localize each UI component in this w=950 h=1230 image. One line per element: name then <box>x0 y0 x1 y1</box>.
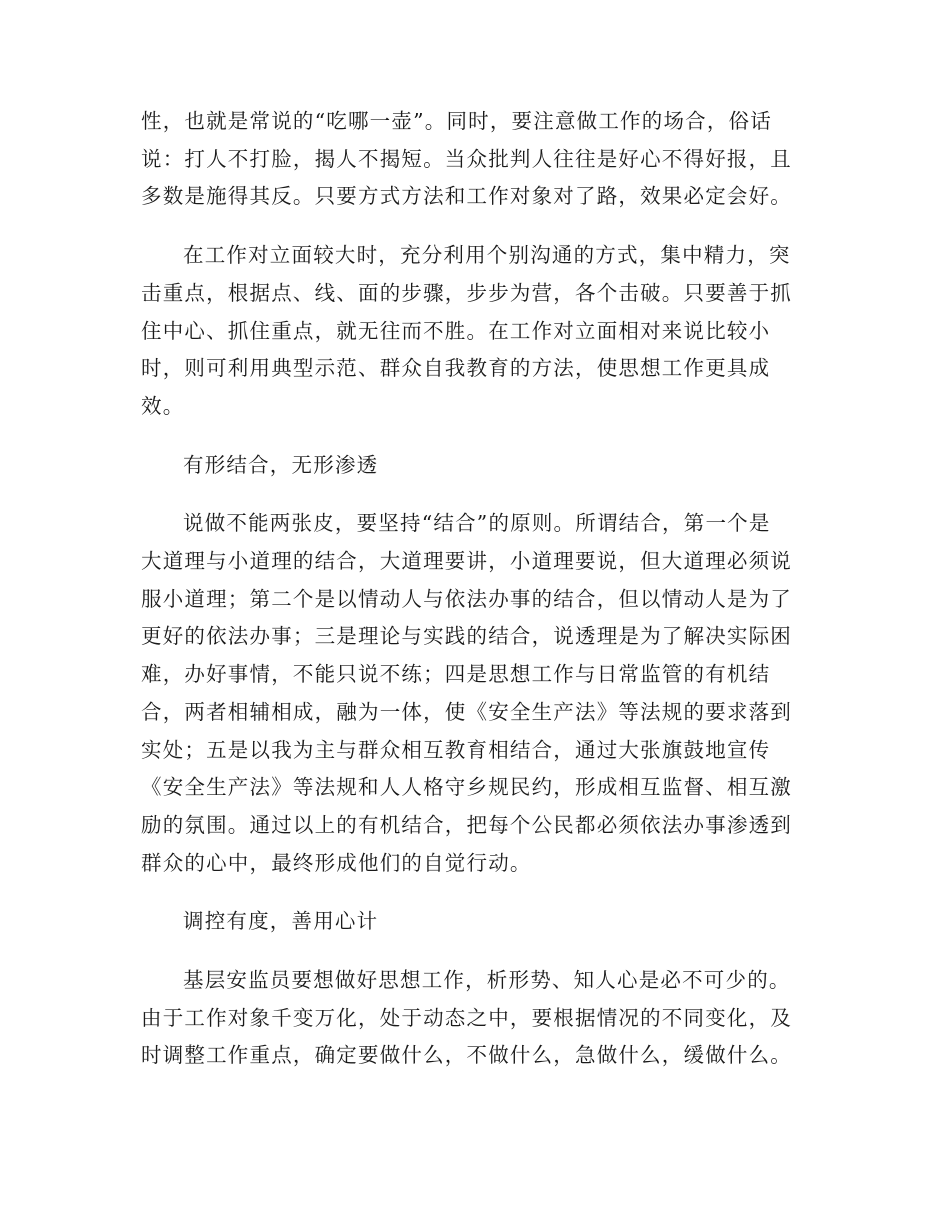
text-line: 效。 <box>141 393 185 418</box>
text-line: 在工作对立面较大时，充分利用个别沟通的方式，集中精力，突 <box>183 243 791 268</box>
text-line: 说做不能两张皮，要坚持“结合”的原则。所谓结合，第一个是 <box>183 511 771 536</box>
text-line: 时调整工作重点，确定要做什么，不做什么，急做什么，缓做什么。 <box>141 1043 792 1068</box>
text-line: 大道理与小道理的结合，大道理要讲，小道理要说，但大道理必须说 <box>141 549 792 574</box>
paragraph-gap <box>141 882 801 903</box>
text-line: 击重点，根据点、线、面的步骤，步步为营，各个击破。只要善于抓 <box>141 280 792 305</box>
paragraph-1 <box>141 103 801 216</box>
text-line: 多数是施得其反。只要方式方法和工作对象对了路，效果必定会好。 <box>141 184 792 209</box>
document-page <box>141 103 801 1075</box>
text-line: 基层安监员要想做好思想工作，析形势、知人心是必不可少的。 <box>183 968 791 993</box>
text-line: 难，办好事情，不能只说不练；四是思想工作与日常监管的有机结 <box>141 662 771 687</box>
paragraph-gap <box>141 216 801 237</box>
text-line: 实处；五是以我为主与群众相互教育相结合，通过大张旗鼓地宣传 <box>141 737 771 762</box>
paragraph-gap <box>141 941 801 962</box>
paragraph-4 <box>141 962 801 1075</box>
section-heading: 有形结合，无形渗透 <box>183 452 379 477</box>
text-line: 说：打人不打脸，揭人不揭短。当众批判人往往是好心不得好报，且 <box>141 146 792 171</box>
paragraph-3 <box>141 505 801 882</box>
text-line: 群众的心中，最终形成他们的自觉行动。 <box>141 850 532 875</box>
text-line: 时，则可利用典型示范、群众自我教育的方法，使思想工作更具成 <box>141 356 771 381</box>
text-line: 更好的依法办事；三是理论与实践的结合，说透理是为了解决实际困 <box>141 624 792 649</box>
section-heading: 调控有度，善用心计 <box>183 909 379 934</box>
paragraph-gap <box>141 426 801 447</box>
text-line: 住中心、抓住重点，就无往而不胜。在工作对立面相对来说比较小 <box>141 318 771 343</box>
text-line: 由于工作对象千变万化，处于动态之中，要根据情况的不同变化，及 <box>141 1005 792 1030</box>
text-line: 服小道理；第二个是以情动人与依法办事的结合，但以情动人是为了 <box>141 586 792 611</box>
paragraph-gap <box>141 484 801 505</box>
text-line: 《安全生产法》等法规和人人格守乡规民约，形成相互监督、相互激 <box>141 775 792 800</box>
paragraph-2 <box>141 237 801 426</box>
text-line: 合，两者相辅相成，融为一体，使《安全生产法》等法规的要求落到 <box>141 699 792 724</box>
text-line: 励的氛围。通过以上的有机结合，把每个公民都必须依法办事渗透到 <box>141 812 792 837</box>
text-line: 性，也就是常说的“吃哪一壶”。同时，要注意做工作的场合，俗话 <box>141 109 772 133</box>
